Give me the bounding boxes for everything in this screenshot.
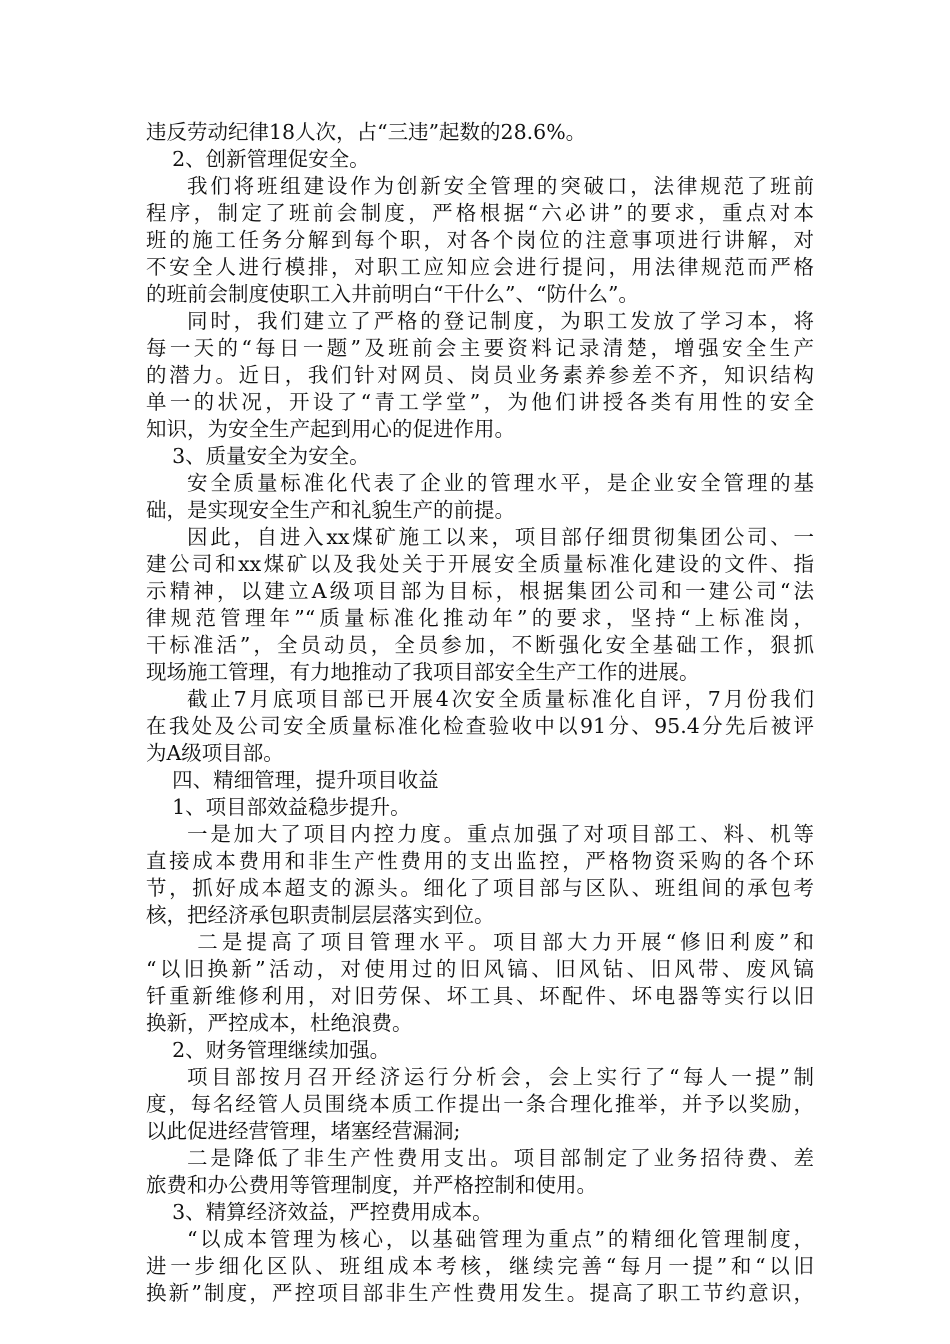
text-line: 知识，为安全生产起到用心的促进作用。 [146,417,515,441]
text-line: 安全质量标准化代表了企业的管理水平，是企业安全管理的基 [187,471,814,495]
text-line: 违反劳动纪律18人次，占“三违”起数的28.6%。 [146,120,587,144]
text-line: 在我处及公司安全质量标准化检查验收中以91分、95.4分先后被评 [146,714,814,738]
text-line: 单一的状况，开设了“青工学堂”，为他们讲授各类有用性的安全 [146,390,814,414]
text-line: 班的施工任务分解到每个职，对各个岗位的注意事项进行讲解，对 [146,228,814,252]
document-body [146,119,814,1307]
text-line: 二是提高了项目管理水平。项目部大力开展“修旧利废”和 [197,930,814,954]
text-line: 换新，严控成本，杜绝浪费。 [146,1011,413,1035]
text-line: 3、精算经济效益，严控费用成本。 [146,1200,493,1224]
text-line: 程序，制定了班前会制度，严格根据“六必讲”的要求，重点对本 [146,201,814,225]
text-line: “以旧换新”活动，对使用过的旧风镐、旧风钻、旧风带、废风镐 [146,957,814,981]
text-line: 节，抓好成本超支的源头。细化了项目部与区队、班组间的承包考 [146,876,814,900]
text-line: 示精神，以建立A级项目部为目标，根据集团公司和一建公司“法 [146,579,814,603]
text-line: 3、质量安全为安全。 [146,444,370,468]
text-line: 度，每名经管人员围绕本质工作提出一条合理化推举，并予以奖励， [146,1092,814,1116]
text-line: 同时，我们建立了严格的登记制度，为职工发放了学习本，将 [187,309,814,333]
text-line: 以此促进经营管理，堵塞经营漏洞; [146,1119,461,1143]
text-line: 不安全人进行模排，对职工应知应会进行提问，用法律规范而严格 [146,255,814,279]
text-line: 我们将班组建设作为创新安全管理的突破口，法律规范了班前 [187,174,814,198]
text-line: 建公司和xx煤矿以及我处关于开展安全质量标准化建设的文件、指 [146,552,814,576]
text-line: 因此，自进入xx煤矿施工以来，项目部仔细贯彻集团公司、一 [187,525,814,549]
text-line: 2、财务管理继续加强。 [146,1038,391,1062]
text-line: 础，是实现安全生产和礼貌生产的前提。 [146,498,515,522]
text-line: 每一天的“每日一题”及班前会主要资料记录清楚，增强安全生产 [146,336,814,360]
text-line: 2、创新管理促安全。 [146,147,370,171]
text-line: 律规范管理年”“质量标准化推动年”的要求，坚持“上标准岗， [146,606,814,630]
text-line: 为A级项目部。 [146,741,284,765]
text-line: 进一步细化区队、班组成本考核，继续完善“每月一提”和“以旧 [146,1254,814,1278]
text-line: 四、精细管理，提升项目收益 [146,768,439,792]
text-line: 直接成本费用和非生产性费用的支出监控，严格物资采购的各个环 [146,849,814,873]
text-line: 一是加大了项目内控力度。重点加强了对项目部工、料、机等 [187,822,814,846]
text-line: 1、项目部效益稳步提升。 [146,795,411,819]
text-line: 二是降低了非生产性费用支出。项目部制定了业务招待费、差 [187,1146,814,1170]
text-line: 项目部按月召开经济运行分析会，会上实行了“每人一提”制 [187,1065,814,1089]
text-line: 的班前会制度使职工入井前明白“干什么”、“防什么”。 [146,282,639,306]
text-line: “以成本管理为核心，以基础管理为重点”的精细化管理制度， [187,1227,814,1251]
text-line: 的潜力。近日，我们针对网员、岗员业务素养参差不齐，知识结构 [146,363,814,387]
text-line: 截止7月底项目部已开展4次安全质量标准化自评，7月份我们 [187,687,814,711]
text-line: 现场施工管理，有力地推动了我项目部安全生产工作的进展。 [146,660,700,684]
text-line: 旅费和办公费用等管理制度，并严格控制和使用。 [146,1173,597,1197]
text-line: 干标准活”，全员动员，全员参加，不断强化安全基础工作，狠抓 [146,633,814,657]
text-line: 换新”制度，严控项目部非生产性费用发生。提高了职工节约意识， [146,1281,814,1305]
text-line: 钎重新维修利用，对旧劳保、坏工具、坏配件、坏电器等实行以旧 [146,984,814,1008]
text-line: 核，把经济承包职责制层层落实到位。 [146,903,495,927]
